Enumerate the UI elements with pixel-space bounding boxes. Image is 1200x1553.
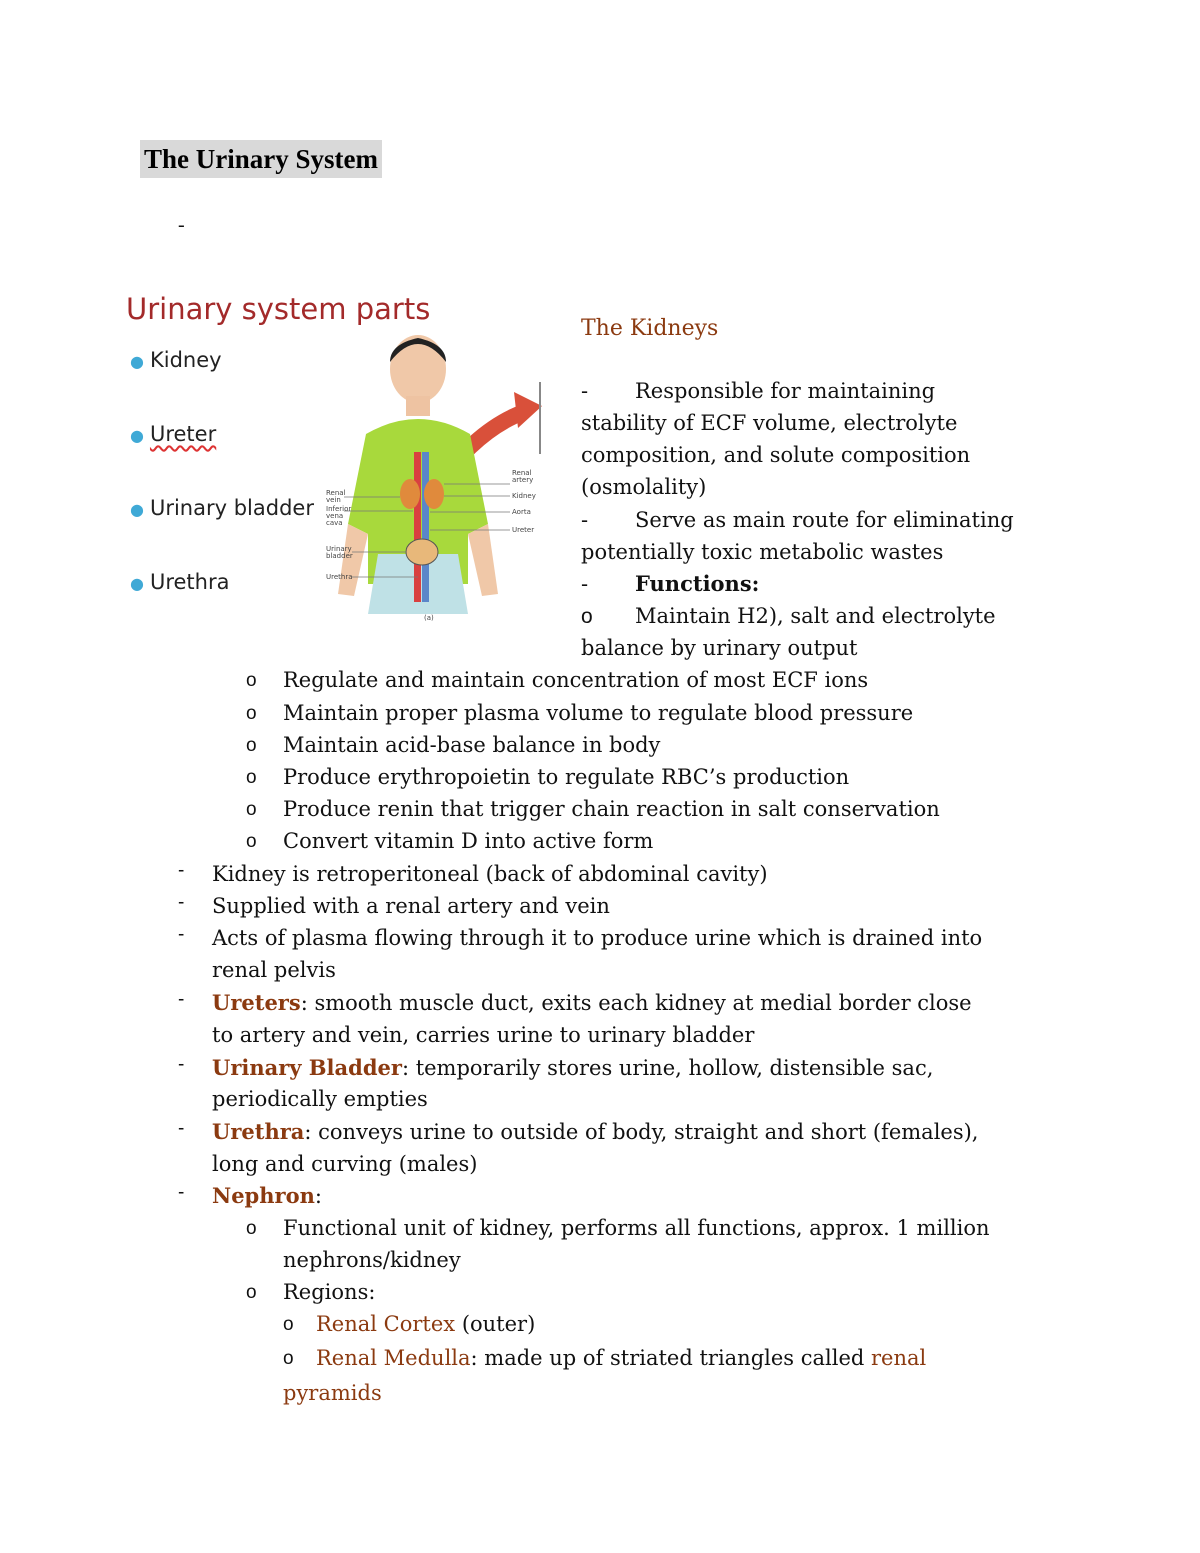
dash-marker: - <box>178 924 185 945</box>
dash-marker: - <box>178 1182 185 1203</box>
function-item-1: o Maintain H2), salt and electrolyte <box>581 604 996 628</box>
function-item-4: Maintain acid-base balance in body <box>283 733 661 757</box>
bullet-dot-icon: ● <box>130 574 144 593</box>
page-title: The Urinary System <box>140 140 382 178</box>
person-head <box>390 335 446 403</box>
label-renal-vein: Renal vein <box>326 489 346 504</box>
sub-marker: o <box>246 735 257 756</box>
bladder-shape <box>406 539 438 565</box>
fact-plasma-flow: Acts of plasma flowing through it to produce urine which is drained into <box>212 926 983 950</box>
kidney-right <box>424 479 444 509</box>
term-urethra: Urethra: conveys urine to outside of body, straight and short (females), <box>212 1119 979 1144</box>
kidneys-point-1-line-2: stability of ECF volume, electrolyte <box>581 411 958 435</box>
function-item-3: Maintain proper plasma volume to regulate blood pressure <box>283 701 914 725</box>
figure-heading: Urinary system parts <box>126 292 431 326</box>
nephron-description: Functional unit of kidney, performs all functions, approx. 1 million <box>283 1216 990 1240</box>
function-item-2: Regulate and maintain concentration of most ECF ions <box>283 668 869 692</box>
dash-marker: - <box>178 1054 185 1075</box>
sub-sub-marker: o <box>283 1348 294 1369</box>
region-renal-cortex: Renal Cortex (outer) <box>316 1312 536 1336</box>
empty-bullet-dash: - <box>178 214 185 236</box>
label-urethra: Urethra <box>326 573 353 581</box>
functions-heading: - Functions: <box>581 571 760 596</box>
sub-marker: o <box>246 767 257 788</box>
function-item-1-line-2: balance by urinary output <box>581 636 858 660</box>
kidneys-point-1-line-3: composition, and solute composition <box>581 443 971 467</box>
term-ureters: Ureters: smooth muscle duct, exits each kidney at medial border close <box>212 990 972 1015</box>
kidneys-point-1: - Responsible for maintaining <box>581 379 936 403</box>
label-urinary-bladder: Urinary bladder <box>326 545 353 560</box>
dash-marker: - <box>178 1118 185 1139</box>
term-ureters-line-2: to artery and vein, carries urine to urinary bladder <box>212 1023 755 1047</box>
sub-marker: o <box>246 831 257 852</box>
fact-renal-supply: Supplied with a renal artery and vein <box>212 894 610 918</box>
kidneys-point-2-line-2: potentially toxic metabolic wastes <box>581 540 944 564</box>
figure-bullet-urethra: ● Urethra <box>130 570 230 594</box>
label-ureter: Ureter <box>512 526 535 534</box>
term-nephron: Nephron: <box>212 1183 322 1208</box>
sub-marker: o <box>246 703 257 724</box>
figure-bullet-bladder: ● Urinary bladder <box>130 496 314 520</box>
sub-marker: o <box>246 799 257 820</box>
dash-marker: - <box>178 989 185 1010</box>
region-renal-medulla-line-2: pyramids <box>283 1381 382 1405</box>
dash-marker: - <box>178 860 185 881</box>
function-item-5: Produce erythropoietin to regulate RBC’s production <box>283 765 850 789</box>
kidneys-point-1-line-4: (osmolality) <box>581 475 707 499</box>
term-urethra-line-2: long and curving (males) <box>212 1152 478 1176</box>
label-aorta: Aorta <box>512 508 531 516</box>
kidneys-heading: The Kidneys <box>581 316 719 341</box>
kidney-left <box>400 479 420 509</box>
fact-plasma-flow-line-2: renal pelvis <box>212 958 336 982</box>
nephron-description-line-2: nephrons/kidney <box>283 1248 461 1272</box>
bullet-dot-icon: ● <box>130 352 144 371</box>
sub-marker: o <box>246 670 257 691</box>
label-inferior-vena-cava: Inferior vena cava <box>326 505 352 527</box>
function-item-7: Convert vitamin D into active form <box>283 829 654 853</box>
figure-bullet-kidney: ● Kidney <box>130 348 222 372</box>
dash-marker: - <box>178 892 185 913</box>
sub-marker: o <box>246 1218 257 1239</box>
term-urinary-bladder-line-2: periodically empties <box>212 1087 428 1111</box>
label-renal-artery: Renal artery <box>512 469 534 484</box>
function-item-6: Produce renin that trigger chain reaction in salt conservation <box>283 797 940 821</box>
figure-bullet-ureter: ● Ureter <box>130 422 217 446</box>
term-urinary-bladder: Urinary Bladder: temporarily stores urine, hollow, distensible sac, <box>212 1055 934 1080</box>
sub-sub-marker: o <box>283 1314 294 1335</box>
bullet-dot-icon: ● <box>130 426 144 445</box>
bullet-dot-icon: ● <box>130 500 144 519</box>
fact-retroperitoneal: Kidney is retroperitoneal (back of abdominal cavity) <box>212 862 768 886</box>
figure-caption: (a) <box>424 614 434 622</box>
nephron-regions: Regions: <box>283 1280 376 1304</box>
region-renal-medulla: Renal Medulla: made up of striated triangles called renal <box>316 1346 927 1370</box>
sub-marker: o <box>246 1282 257 1303</box>
label-kidney: Kidney <box>512 492 536 500</box>
kidneys-point-2: - Serve as main route for eliminating <box>581 508 1014 532</box>
